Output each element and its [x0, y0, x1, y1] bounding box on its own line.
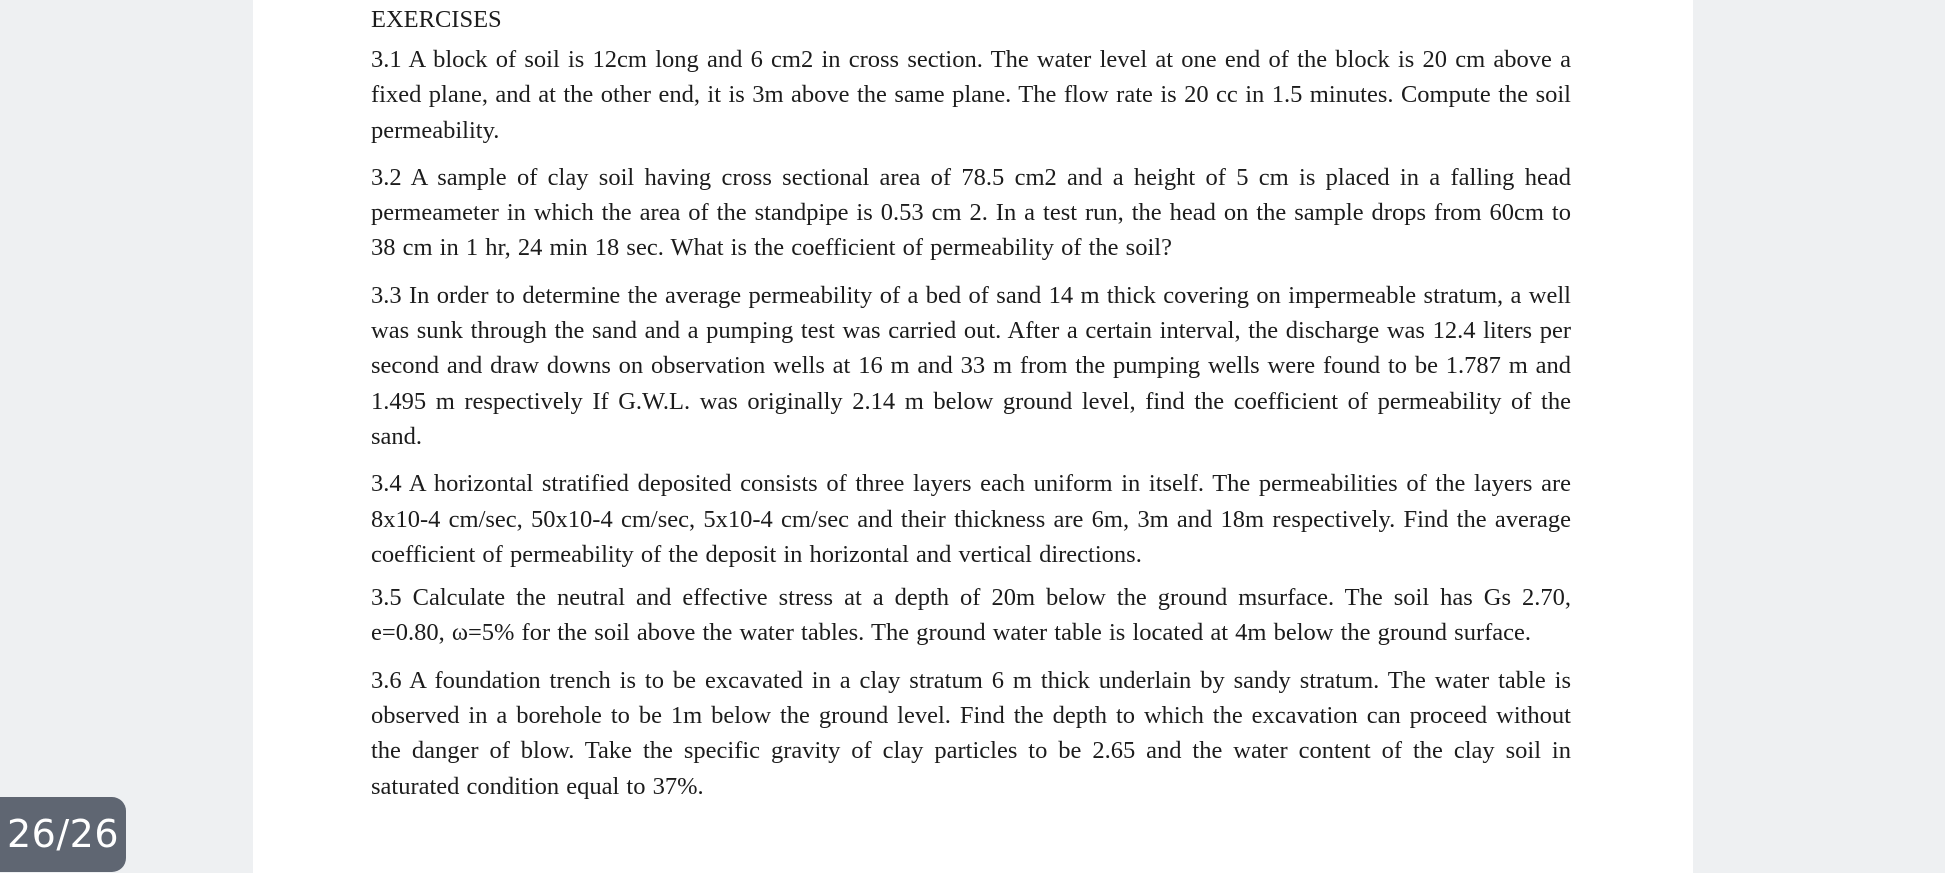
page-counter-badge: 26/26 [0, 797, 126, 872]
exercise-3-1: 3.1 A block of soil is 12cm long and 6 cm2 in cross section. The water level at one end of the block is 20 cm above a fixed plane, and at the other end, it is 3m above the same plane. The flow rate is 20 cc in 1.5 minutes. Compute the soil permeability. [371, 46, 1571, 144]
exercise-3-3: 3.3 In order to determine the average permeability of a bed of sand 14 m thick covering on impermeable stratum, a well was sunk through the sand and a pumping test was carried out. After a certain interval, the discharge was 12.4 liters per second and draw downs on observation wells at 16 m and 33 m from the pumping wells were found to be 1.787 m and 1.495 m respectively If G.W.L. was originally 2.14 m below ground level, find the coefficient of permeability of the sand. [371, 281, 1571, 450]
exercise-3-5: 3.5 Calculate the neutral and effective stress at a depth of 20m below the ground msurface. The soil has Gs 2.70, e=0.80, ω=5% for the soil above the water tables. The ground water table is located at 4m below the ground surface. [371, 584, 1571, 647]
exercise-3-6: 3.6 A foundation trench is to be excavated in a clay stratum 6 m thick underlain by sandy stratum. The water table is observed in a borehole to be 1m below the ground level. Find the depth to which the excavation can proceed without the danger of blow. Take the specific gravity of clay particles to be 2.65 and the water content of the clay soil in saturated condition equal to 37%. [371, 666, 1571, 800]
exercises-heading: EXERCISES [371, 6, 502, 33]
document-page [253, 0, 1693, 873]
page-content [371, 2, 1571, 816]
exercise-3-2: 3.2 A sample of clay soil having cross sectional area of 78.5 cm2 and a height of 5 cm is placed in a falling head permeameter in which the area of the standpipe is 0.53 cm 2. In a test run, the head on the sample drops from 60cm to 38 cm in 1 hr, 24 min 18 sec. What is the coefficient of permeability of the soil? [371, 163, 1571, 262]
exercise-3-4: 3.4 A horizontal stratified deposited consists of three layers each uniform in itself. The permeabilities of the layers are 8x10-4 cm/sec, 50x10-4 cm/sec, 5x10-4 cm/sec and their thickness are 6m, 3m and 18m respectively. Find the average coefficient of permeability of the deposit in horizontal and vertical directions. [371, 470, 1571, 568]
